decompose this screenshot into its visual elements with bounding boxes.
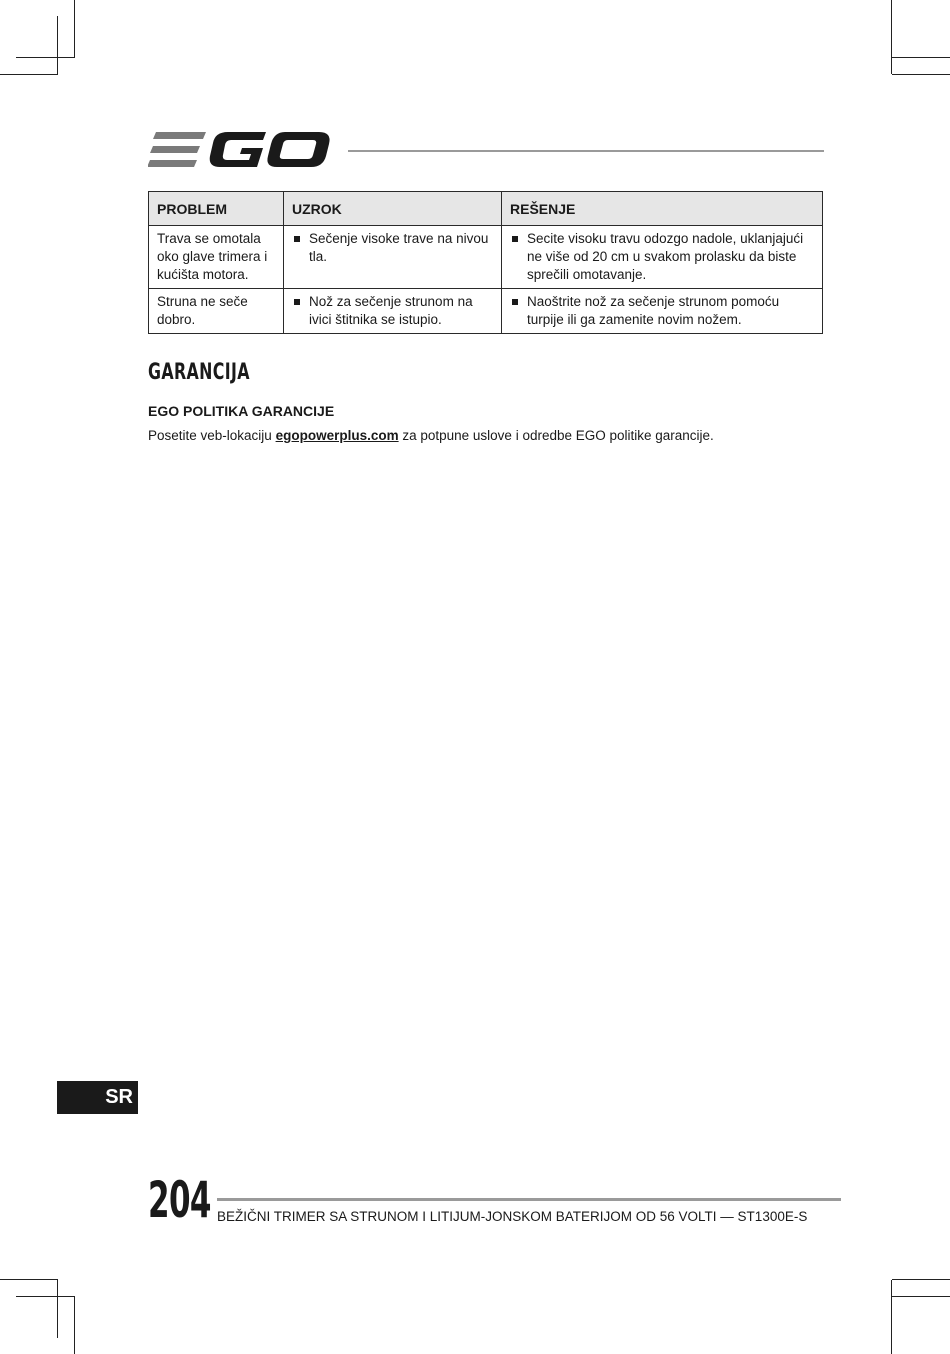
- solution-text: Secite visoku travu odozgo nadole, uklanjajući ne više od 20 cm u svakom prolasku da biste sprečili omotavanje.: [527, 231, 804, 282]
- bullet-icon: [294, 299, 300, 305]
- problem-cell: Struna ne seče dobro.: [149, 289, 284, 334]
- warranty-text-after: za potpune uslove i odredbe EGO politike garancije.: [398, 428, 714, 443]
- cause-text: Nož za sečenje strunom na ivici štitnika se istupio.: [309, 294, 473, 327]
- table-header-row: [149, 192, 823, 226]
- crop-mark: [57, 16, 58, 74]
- footer-rule: [217, 1198, 841, 1201]
- crop-mark: [891, 0, 892, 74]
- crop-mark: [74, 1296, 75, 1354]
- footer-title: BEŽIČNI TRIMER SA STRUNOM I LITIJUM-JONSKOM BATERIJOM OD 56 VOLTI — ST1300E-S: [217, 1209, 808, 1224]
- language-tab: SR: [57, 1081, 138, 1114]
- header-cause: UZROK: [284, 192, 502, 226]
- ego-logo: [148, 128, 332, 172]
- solution-cell: [502, 226, 823, 289]
- cause-cell: [284, 289, 502, 334]
- cause-text: Sečenje visoke trave na nivou tla.: [309, 231, 489, 264]
- header-rule: [348, 150, 824, 152]
- crop-mark: [892, 1296, 950, 1297]
- problem-cell: Trava se omotala oko glave trimera i kućišta motora.: [149, 226, 284, 289]
- bullet-icon: [294, 236, 300, 242]
- warranty-link[interactable]: egopowerplus.com: [275, 428, 399, 443]
- table-row: [149, 289, 823, 334]
- warranty-paragraph: [148, 428, 714, 443]
- solution-text: Naoštrite nož za sečenje strunom pomoću turpije ili ga zamenite novim nožem.: [527, 294, 780, 327]
- warranty-text-before: Posetite veb-lokaciju: [148, 428, 276, 443]
- page-number: 204: [148, 1171, 211, 1229]
- crop-mark: [892, 74, 950, 75]
- crop-mark: [57, 1280, 58, 1338]
- troubleshooting-table: [148, 191, 823, 334]
- crop-mark: [16, 57, 74, 58]
- crop-mark: [74, 0, 75, 58]
- cause-cell: [284, 226, 502, 289]
- bullet-icon: [512, 236, 518, 242]
- crop-mark: [0, 1279, 58, 1280]
- crop-mark: [891, 1280, 892, 1354]
- crop-mark: [892, 57, 950, 58]
- solution-cell: [502, 289, 823, 334]
- crop-mark: [16, 1296, 74, 1297]
- crop-mark: [0, 74, 58, 75]
- crop-mark: [892, 1279, 950, 1280]
- warranty-title: GARANCIJA: [148, 360, 250, 385]
- bullet-icon: [512, 299, 518, 305]
- warranty-subtitle: EGO POLITIKA GARANCIJE: [148, 403, 335, 419]
- header-solution: REŠENJE: [502, 192, 823, 226]
- header-problem: PROBLEM: [149, 192, 284, 226]
- table-row: [149, 226, 823, 289]
